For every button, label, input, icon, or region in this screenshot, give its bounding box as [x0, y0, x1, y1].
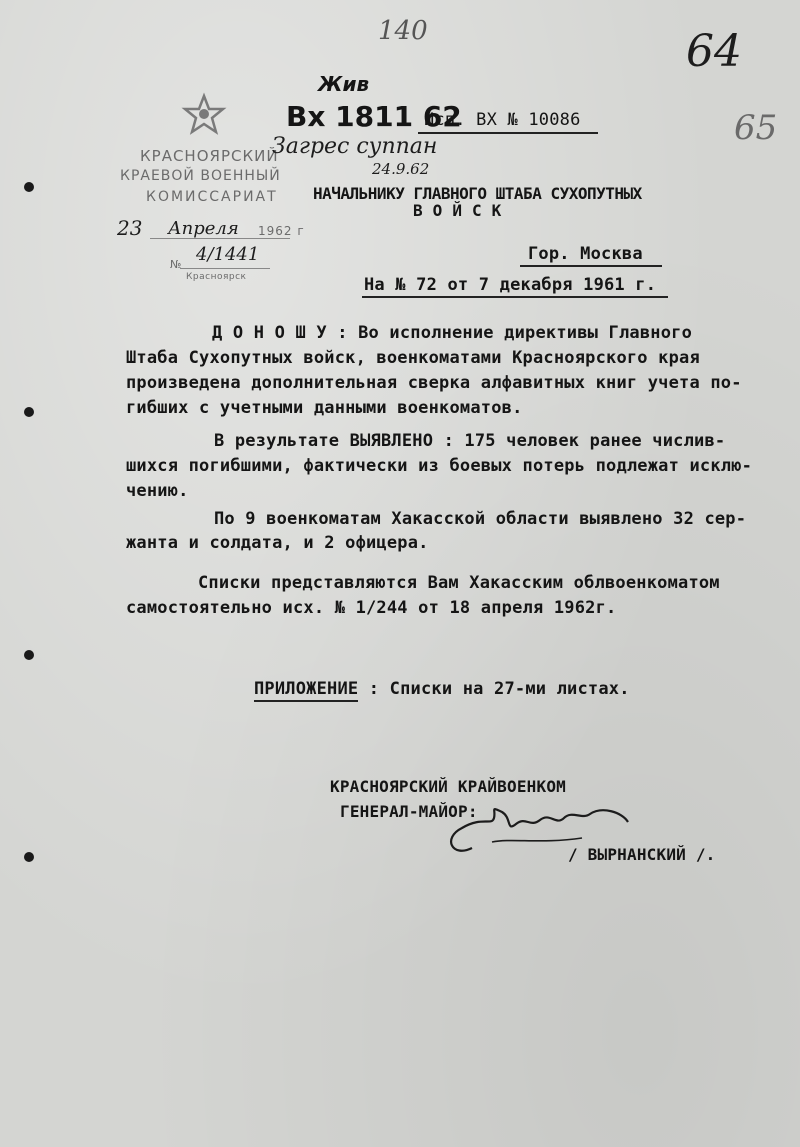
punch-hole: [24, 182, 34, 192]
archive-sheet-number: 64: [686, 26, 742, 77]
sender-stamp-line2: КРАЕВОЙ ВОЕННЫЙ: [120, 168, 281, 184]
archive-top-number: 140: [378, 16, 428, 46]
punch-hole: [24, 650, 34, 660]
addressee-line1: НАЧАЛЬНИКУ ГЛАВНОГО ШТАБА СУХОПУТНЫХ: [313, 184, 642, 203]
attachment-line: [254, 679, 630, 699]
body-p3-line1: По 9 военкоматам Хакасской области выявлено 32 сер-: [214, 509, 747, 529]
incoming-stamp-line1: Жив: [318, 72, 370, 96]
punch-hole: [24, 407, 34, 417]
signature-title-line1: КРАСНОЯРСКИЙ КРАЙВОЕНКОМ: [330, 777, 566, 796]
incoming-outgoing-ref: Исп. ВХ № 10086: [424, 110, 581, 130]
incoming-stamp-number: Вх 1811 62: [286, 100, 462, 133]
star-emblem-icon: [184, 94, 224, 134]
sender-date-day: 23: [117, 216, 143, 240]
body-p2-line3: чению.: [126, 481, 189, 501]
body-p4-line2: самостоятельно исх. № 1/244 от 18 апреля 1962г.: [126, 598, 617, 618]
body-p4-line1: Списки представляются Вам Хакасским облвоенкоматом: [198, 573, 720, 593]
addressee-reference-underline: [362, 296, 668, 298]
body-p2-line2: шихся погибшими, фактически из боевых потерь подлежат исклю-: [126, 456, 753, 476]
body-p1-line4: гибших с учетными данными военкоматов.: [126, 398, 523, 418]
attachment-label: ПРИЛОЖЕНИЕ: [254, 679, 358, 702]
sender-reg-underline: [180, 268, 270, 269]
addressee-line2: В О Й С К: [413, 201, 502, 220]
body-p2-line1: В результате ВЫЯВЛЕНО : 175 человек ранее числив-: [214, 431, 726, 451]
sender-date-month: Апреля: [168, 218, 239, 239]
body-p3-line2: жанта и солдата, и 2 офицера.: [126, 533, 429, 553]
body-p1-line3: произведена дополнительная сверка алфавитных книг учета по-: [126, 373, 742, 393]
sender-reg-number: 4/1441: [196, 244, 260, 265]
addressee-city-underline: [520, 265, 662, 267]
addressee-city: Гор. Москва: [528, 244, 643, 264]
archive-old-sheet-number: 65: [734, 108, 778, 148]
incoming-handwritten-note: Загрес суппан: [272, 134, 438, 159]
sender-date-year: 1962 г: [258, 224, 305, 238]
addressee-reference: На № 72 от 7 декабря 1961 г.: [364, 275, 657, 295]
body-p1-line2: Штаба Сухопутных войск, военкоматами Красноярского края: [126, 348, 700, 368]
incoming-ref-underline: [418, 132, 598, 134]
sender-stamp-line1: КРАСНОЯРСКИЙ: [140, 147, 279, 165]
attachment-text: : Списки на 27-ми листах.: [358, 679, 630, 699]
signature-title-line2: ГЕНЕРАЛ-МАЙОР:: [340, 802, 478, 821]
sender-city: Красноярск: [186, 272, 247, 282]
punch-hole: [24, 852, 34, 862]
sender-reg-prefix: №: [170, 258, 183, 271]
incoming-handwritten-date: 24.9.62: [372, 160, 430, 178]
body-p1-line1: Д О Н О Ш У : Во исполнение директивы Главного: [212, 323, 693, 343]
signature-name: / ВЫРНАНСКИЙ /.: [568, 845, 716, 864]
sender-date-underline: [150, 238, 290, 239]
sender-stamp-line3: КОМИССАРИАТ: [146, 189, 278, 205]
